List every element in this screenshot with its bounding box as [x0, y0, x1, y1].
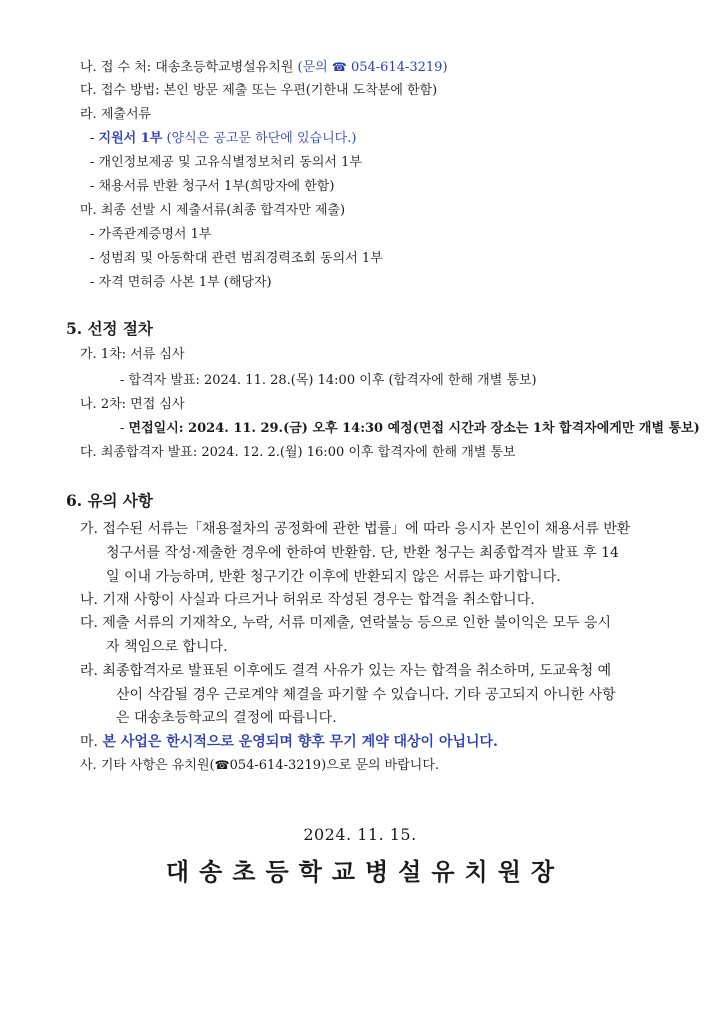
document-item-application [90, 130, 356, 148]
document-item-return: - 채용서류 반환 청구서 1부(희망자에 한함) [90, 179, 335, 194]
receipt-place-label: 나. 접 수 처: 대송초등학교병설유치원 [80, 60, 298, 75]
signatory: 대송초등학교병설유치원장 [165, 857, 565, 886]
note-d-line1: 라. 최종합격자로 발표된 이후에도 결격 사유가 있는 자는 합격을 취소하며, 도교육청 예 [80, 663, 612, 679]
note-f-phone: 054-614-3219 [229, 758, 322, 773]
final-document-crime-check: - 성범죄 및 아동학대 관련 범죄경력조회 동의서 1부 [90, 251, 383, 266]
note-c-line2: 자 책임으로 합니다. [106, 639, 228, 655]
selection-step1-detail: - 합격자 발표: 2024. 11. 28.(목) 14:00 이후 (합격자에 한해 개별 통보) [120, 373, 537, 388]
note-e-prefix: 마. [80, 734, 103, 750]
selection-step1: 가. 1차: 서류 심사 [80, 347, 185, 362]
note-a-line3: 일 이내 가능하며, 반환 청구기간 이후에 반환되지 않은 서류는 파기합니다. [106, 569, 561, 585]
note-c-line1: 다. 제출 서류의 기재착오, 누락, 서류 미제출, 연락불능 등으로 인한 불이익은 모두 응시 [80, 615, 612, 631]
final-document-license: - 자격 면허증 사본 1부 (해당자) [90, 275, 272, 290]
note-d-line3: 은 대송초등학교의 결정에 따릅니다. [116, 710, 337, 726]
note-e [80, 733, 498, 751]
note-d-line2: 산이 삭감될 경우 근로계약 체결을 파기할 수 있습니다. 기타 공고되지 아니한 사항 [116, 687, 616, 703]
receipt-place [80, 58, 448, 77]
phone-icon: ☎ [331, 60, 347, 74]
note-b: 나. 기재 사항이 사실과 다르거나 허위로 작성된 경우는 합격을 취소합니다. [80, 592, 535, 608]
dash: - [120, 421, 129, 436]
selection-step2: 나. 2차: 면접 심사 [80, 397, 185, 412]
contact-number: 054-614-3219) [346, 60, 448, 75]
documents-title: 라. 제출서류 [80, 107, 152, 122]
selection-section-title: 5. 선정 절차 [66, 319, 153, 338]
note-e-emphasis: 본 사업은 한시적으로 운영되며 향후 무기 계약 대상이 아닙니다. [102, 734, 498, 750]
dash: - [90, 131, 99, 146]
document-item-privacy: - 개인정보제공 및 고유식별정보처리 동의서 1부 [90, 155, 362, 170]
application-form-note: (양식은 공고문 하단에 있습니다.) [162, 131, 357, 146]
contact-info [298, 60, 448, 75]
receipt-method: 다. 접수 방법: 본인 방문 제출 또는 우편(기한내 도착분에 한함) [80, 83, 438, 98]
final-document-family: - 가족관계증명서 1부 [90, 227, 212, 242]
contact-open: (문의 [297, 60, 332, 75]
final-documents-title: 마. 최종 선발 시 제출서류(최종 합격자만 제출) [80, 203, 346, 218]
interview-schedule: 면접일시: 2024. 11. 29.(금) 오후 14:30 예정(면접 시간과 장소는 1차 합격자에게만 개별 통보) [128, 421, 700, 436]
note-f-prefix: 사. 기타 사항은 유치원( [80, 758, 215, 773]
application-form-label: 지원서 1부 [98, 131, 163, 146]
note-a-line2: 청구서를 작성·제출한 경우에 한하여 반환함. 단, 반환 청구는 최종합격자 발표 후 14 [106, 545, 619, 561]
announcement-date: 2024. 11. 15. [303, 825, 417, 844]
phone-icon: ☎ [214, 758, 230, 772]
note-f-suffix: )으로 문의 바랍니다. [321, 758, 440, 773]
note-a-line1: 가. 접수된 서류는「채용절차의 공정화에 관한 법률」에 따라 응시자 본인이 채용서류 반환 [80, 521, 631, 537]
note-f [80, 756, 439, 775]
selection-step2-detail [120, 420, 700, 438]
selection-step3: 다. 최종합격자 발표: 2024. 12. 2.(월) 16:00 이후 합격자에 한해 개별 통보 [80, 445, 516, 460]
notes-section-title: 6. 유의 사항 [66, 491, 153, 510]
